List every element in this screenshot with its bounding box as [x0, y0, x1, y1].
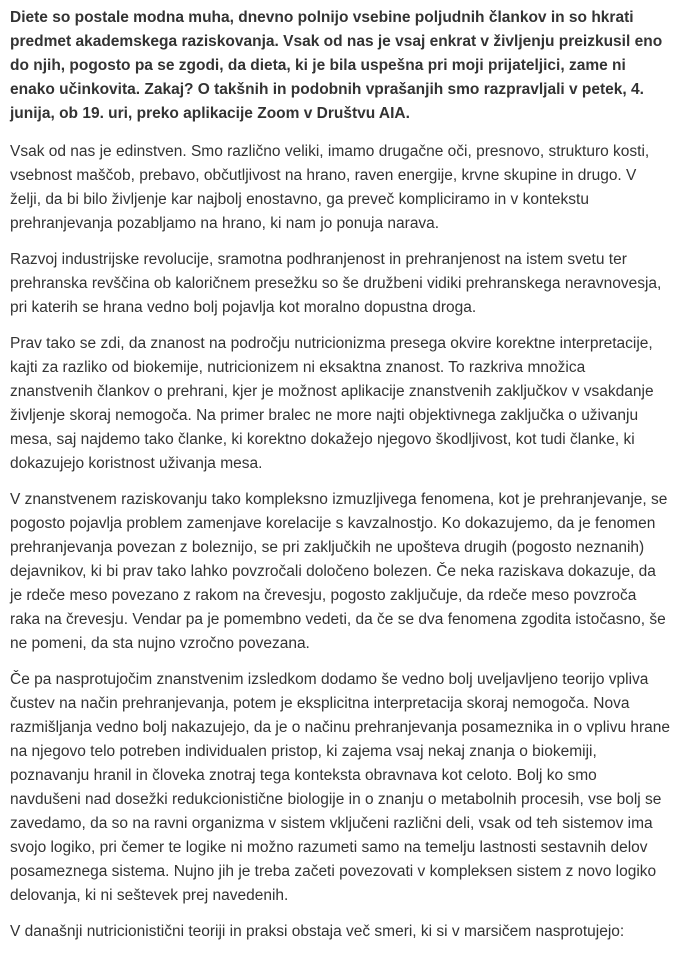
- article-paragraph-3: Prav tako se zdi, da znanost na področju nutricionizma presega okvire korektne interpretacije, kajti za razliko od biokemije, nutricionizem ni eksaktna znanost. To razkriva množica znanstvenih člankov o prehrani, kjer je možnost aplikacije znanstvenih zaključkov v vsakdanje življenje skoraj nemogoča. Na primer bralec ne more najti objektivnega zaključka o uživanju mesa, saj najdemo tako članke, ki korektno dokažejo njegovo škodljivost, kot tudi članke, ki dokazujejo koristnost uživanja mesa.: [10, 335, 654, 472]
- article-paragraph-5: Če pa nasprotujočim znanstvenim izsledkom dodamo še vedno bolj uveljavljeno teorijo vpliva čustev na način prehranjevanja, potem je eksplicitna interpretacija skoraj nemogoča. Nova razmišljanja vedno bolj nakazujejo, da je o načinu prehranjevanja posameznika in o vplivu hrane na njegovo telo potreben individualen pristop, ki zajema vsaj nekaj znanja o biokemiji, poznavanju hranil in človeka znotraj tega konteksta obravnava kot celoto. Bolj ko smo navdušeni nad dosežki redukcionistične biologije in o znanju o metabolnih procesih, vse bolj se zavedamo, da so na ravni organizma v sistem vključeni različni deli, vsak od teh sistemov ima svojo logiko, pri čemer te logike ni možno razumeti samo na temelju lastnosti sestavnih delov posameznega sistema. Nujno jih je treba začeti povezovati v kompleksen sistem z novo logiko delovanja, ki ni seštevek prej navedenih.: [10, 671, 671, 904]
- article-paragraph-1: Vsak od nas je edinstven. Smo različno veliki, imamo drugačne oči, presnovo, strukturo kosti, vsebnost maščob, prebavo, občutljivost na hrano, raven energije, krvne skupine in drugo. V želji, da bi bilo življenje kar najbolj enostavno, ga preveč kompliciramo in v kontekstu prehranjevanja pozabljamo na hrano, ki nam jo ponuja narava.: [10, 143, 650, 232]
- article-paragraph-4: V znanstvenem raziskovanju tako kompleksno izmuzljivega fenomena, kot je prehranjevanje, se pogosto pojavlja problem zamenjave korelacije s kavzalnostjo. Ko dokazujemo, da je fenomen prehranjevanja povezan z boleznijo, se pri zaključkih ne upošteva drugih (pogosto neznanih) dejavnikov, ki bi prav tako lahko povzročali določeno bolezen. Če neka raziskava dokazuje, da je rdeče meso povezano z rakom na črevesju, pogosto zaključuje, da rdeče meso povzroča raka na črevesju. Vendar pa je pomembno vedeti, da če se dva fenomena zgodita istočasno, še ne pomeni, da sta nujno vzročno povezana.: [10, 491, 668, 652]
- article-lead: Diete so postale modna muha, dnevno polnijo vsebine poljudnih člankov in so hkrati predmet akademskega raziskovanja. Vsak od nas je vsaj enkrat v življenju preizkusil eno do njih, pogosto pa se zgodi, da dieta, ki je bila uspešna pri moji prijateljici, zame ni enako učinkovita. Zakaj? O takšnih in podobnih vprašanjih smo razpravljali v petek, 4. junija, ob 19. uri, preko aplikacije Zoom v Društvu AIA.: [10, 9, 663, 122]
- article-paragraph-2: Razvoj industrijske revolucije, sramotna podhranjenost in prehranjenost na istem svetu ter prehranska revščina ob kaloričnem presežku so še družbeni vidiki prehranskega neravnovesja, pri katerih se hrana vedno bolj pojavlja kot moralno dopustna droga.: [10, 251, 662, 316]
- article-paragraph-6: V današnji nutricionistični teoriji in praksi obstaja več smeri, ki si v marsičem nasprotujejo:: [10, 923, 625, 940]
